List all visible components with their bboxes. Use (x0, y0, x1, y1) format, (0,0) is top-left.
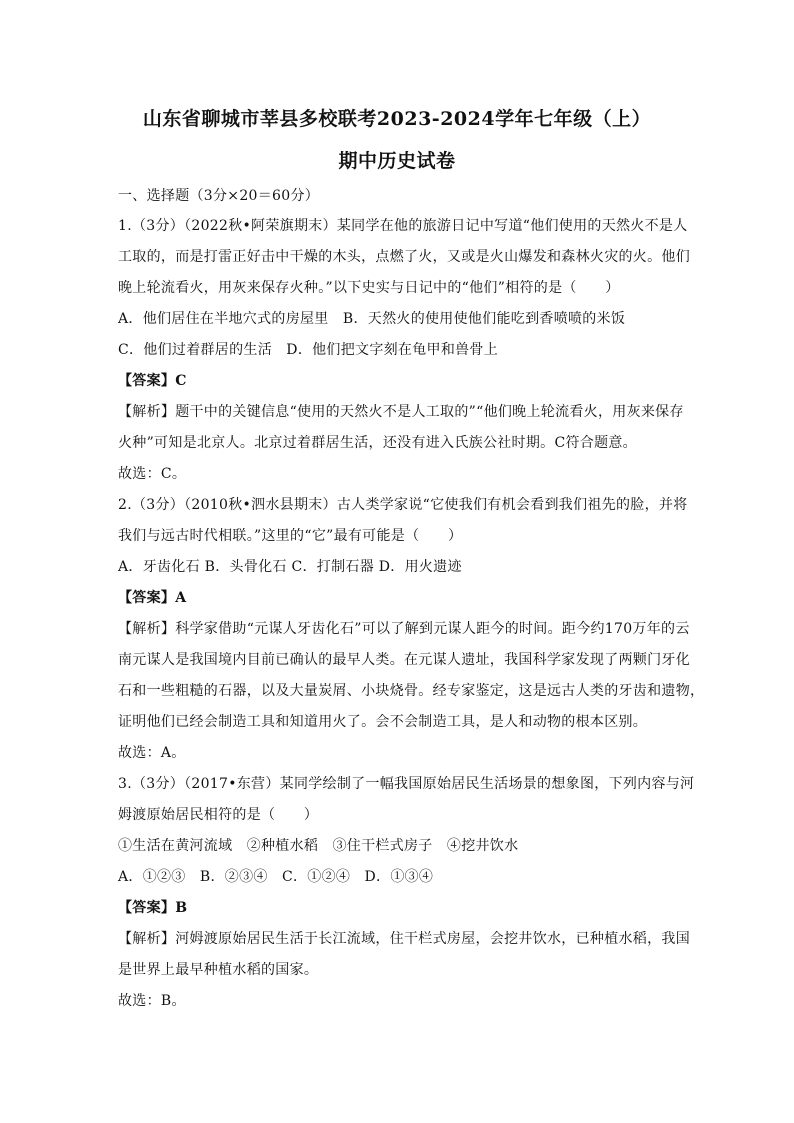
q2-analysis-line3: 石和一些粗糙的石器，以及大量炭屑、小块烧骨。经专家鉴定，这是远古人类的牙齿和遗物， (118, 683, 705, 699)
q1-stem-line2: 工取的，而是打雷正好击中干燥的木头，点燃了火，又或是火山爆发和森林火灾的火。他们 (118, 249, 690, 265)
q3-stem-line2: 姆渡原始居民相符的是（ ） (118, 807, 319, 823)
exam-title-line2: 期中历史试卷 (338, 150, 456, 172)
q3-stem-line1: 3.（3分）（2017•东营）某同学绘制了一幅我国原始居民生活场景的想象图，下列内容与河 (118, 776, 695, 792)
q1-analysis-line2: 火种”可知是北京人。北京过着群居生活，还没有进入氏族公社时期。C符合题意。 (118, 435, 637, 451)
q2-choice: 故选：A。 (118, 745, 186, 761)
q1-analysis-line1: 【解析】题干中的关键信息“使用的天然火不是人工取的”“他们晚上轮流看火，用灰来保存 (118, 404, 684, 420)
q1-stem-line3: 晚上轮流看火，用灰来保存火种。”以下史实与日记中的“他们”相符的是（ ） (118, 280, 620, 296)
q1-options-line2: C．他们过着群居的生活 D．他们把文字刻在龟甲和兽骨上 (118, 342, 499, 358)
q1-options-line1: A．他们居住在半地穴式的房屋里 B．天然火的使用使他们能吃到香喷喷的米饭 (118, 311, 626, 327)
q2-stem-line2: 我们与远古时代相联。”这里的“它”最有可能是（ ） (118, 528, 463, 544)
q1-stem-line1: 1.（3分）（2022秋•阿荣旗期末）某同学在他的旅游日记中写道“他们使用的天然火不是人 (118, 218, 688, 234)
q1-choice: 故选：C。 (118, 466, 187, 482)
q3-analysis-line2: 是世界上最早种植水稻的国家。 (118, 962, 319, 978)
q2-options-line1: A．牙齿化石 B．头骨化石 C．打制石器 D．用火遗迹 (118, 559, 462, 575)
q2-analysis-line4: 证明他们已经会制造工具和知道用火了。会不会制造工具，是人和动物的根本区别。 (118, 714, 648, 730)
q3-stem-line3: ①生活在黄河流域 ②种植水稻 ③住干栏式房子 ④挖井饮水 (118, 838, 519, 854)
q2-analysis-line2: 南元谋人是我国境内目前已确认的最早人类。在元谋人遗址，我国科学家发现了两颗门牙化 (118, 652, 690, 668)
q3-choice: 故选：B。 (118, 993, 186, 1009)
q2-answer: 【答案】A (118, 590, 187, 606)
q3-answer: 【答案】B (118, 900, 188, 916)
section-heading: 一、选择题（3分×20＝60分） (118, 188, 320, 204)
q1-answer: 【答案】C (118, 373, 187, 389)
q2-stem-line1: 2.（3分）（2010秋•泗水县期末）古人类学家说“它使我们有机会看到我们祖先的脸，并将 (118, 497, 688, 513)
exam-title-line1: 山东省聊城市莘县多校联考2023-2024学年七年级（上） (142, 108, 652, 130)
q3-analysis-line1: 【解析】河姆渡原始居民生活于长江流域，住干栏式房屋，会挖井饮水，已种植水稻，我国 (118, 931, 690, 947)
q3-options-line1: A．①②③ B．②③④ C．①②④ D．①③④ (118, 869, 434, 885)
q2-analysis-line1: 【解析】科学家借助“元谋人牙齿化石”可以了解到元谋人距今的时间。距今约170万年的云 (118, 621, 690, 637)
